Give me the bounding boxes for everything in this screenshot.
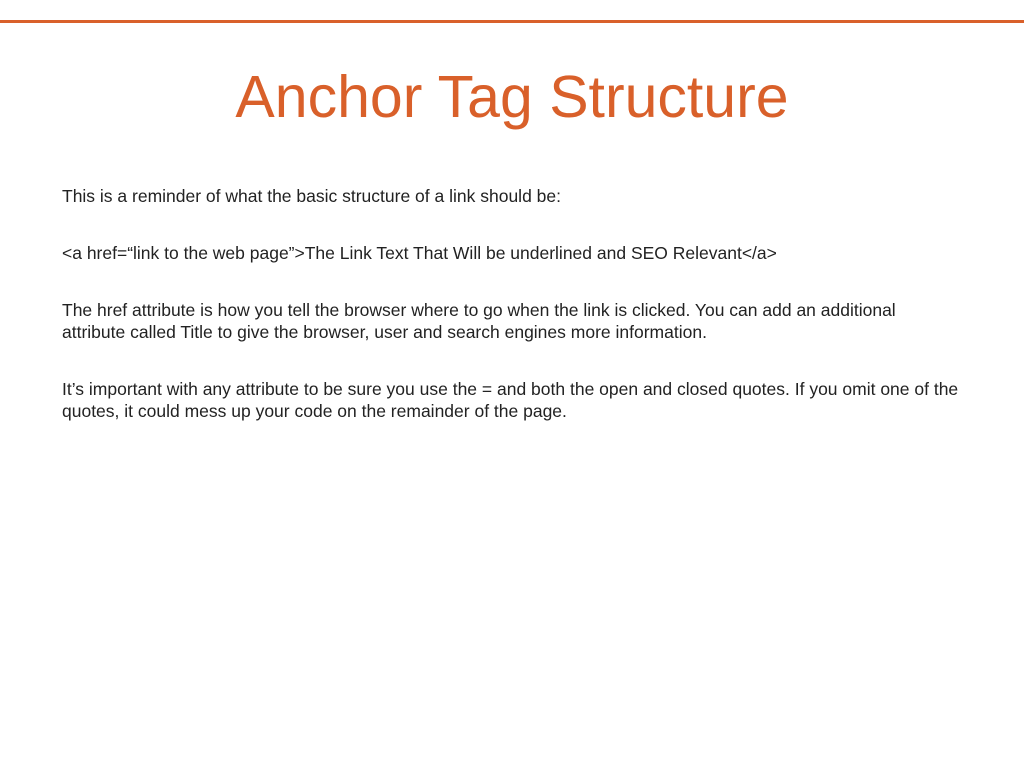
body-paragraph-intro: This is a reminder of what the basic structure of a link should be:: [62, 186, 561, 206]
body-paragraph-quotes-warning: It’s important with any attribute to be sure you use the = and both the open and closed quotes. If you omit one of the quotes, it could mess up your code on the remainder of the page.: [62, 379, 959, 421]
body-paragraph-code-example: <a href=“link to the web page”>The Link Text That Will be underlined and SEO Relevant</a>: [62, 243, 777, 263]
slide-body: [62, 185, 962, 457]
slide-title: Anchor Tag Structure: [235, 64, 789, 130]
body-paragraph-href-explanation: The href attribute is how you tell the browser where to go when the link is clicked. You can add an additional attribute called Title to give the browser, user and search engines more information.: [62, 300, 896, 342]
top-accent-rule: [0, 20, 1024, 23]
